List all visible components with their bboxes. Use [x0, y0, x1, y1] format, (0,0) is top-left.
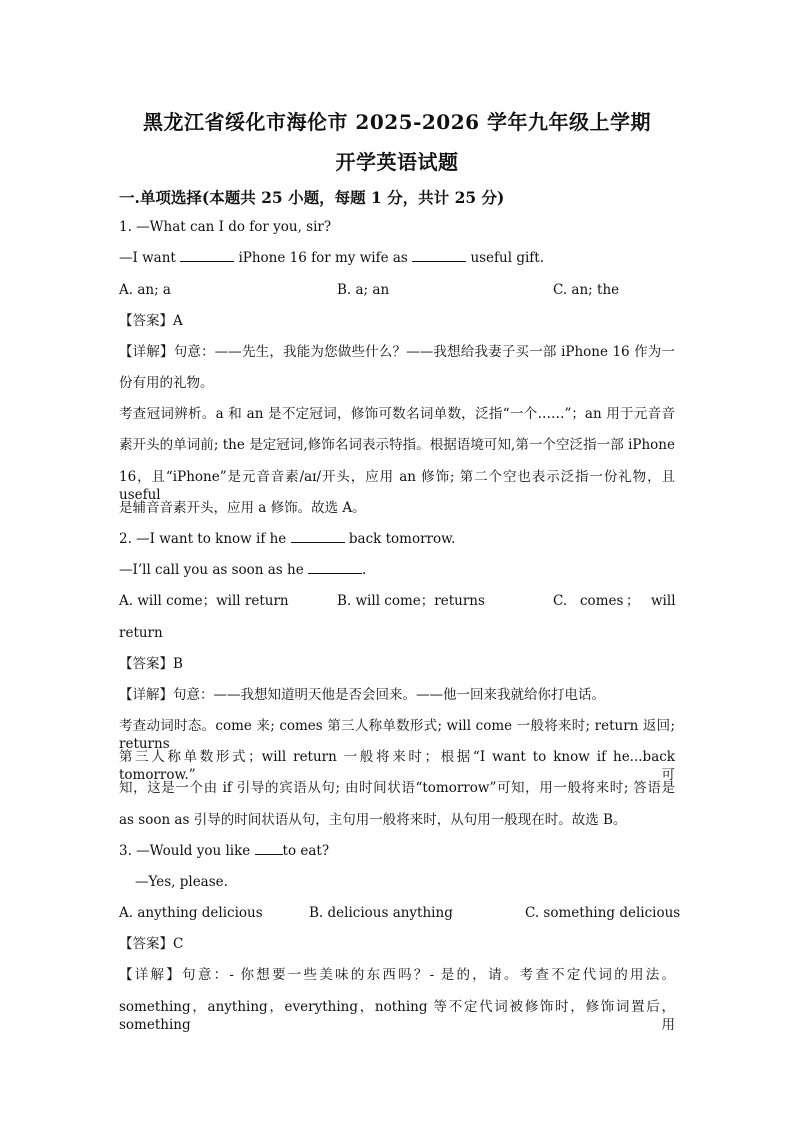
q3-option-c: C. something delicious [525, 905, 681, 921]
q1-explanation-line6: 是辅音音素开头，应用 a 修饰。故选 A。 [119, 500, 366, 516]
q1-text-b: iPhone 16 for my wife as [238, 250, 408, 266]
q2-text-c: —I’ll call you as soon as he [119, 562, 304, 578]
q2-blank-1 [291, 530, 345, 543]
q1-explanation-line4: 素开头的单词前; the 是定冠词,修饰名词表示特指。根据语境可知,第一个空泛指一部 iPhone [119, 437, 675, 453]
q2-option-a: A. will come；will return [119, 593, 289, 609]
q1-text-a: —I want [119, 250, 176, 266]
q3-option-b: B. delicious anything [309, 905, 453, 921]
document-title-line2: 开学英语试题 [335, 150, 459, 174]
section-heading: 一.单项选择(本题共 25 小题，每题 1 分，共计 25 分) [119, 188, 505, 207]
q1-explanation-line5: 16，且“iPhone”是元音音素/aɪ/开头，应用 an 修饰; 第二个空也表示泛指一份礼物，且 useful [119, 469, 675, 503]
q3-answer: 【答案】C [119, 936, 184, 952]
q2-explanation-line3: 第三人称单数形式；will return 一般将来时；根据“I want to know if he...back tomorrow.”可 [119, 749, 675, 783]
q1-option-c: C. an; the [553, 282, 620, 298]
q3-explanation-line1: 【详解】句意：- 你想要一些美味的东西吗？- 是的，请。考查不定代词的用法。 [119, 967, 675, 983]
q1-text-c: useful gift. [470, 250, 545, 266]
q2-prompt-line2 [119, 561, 675, 579]
q2-blank-2 [308, 561, 362, 574]
q1-explanation-line2: 份有用的礼物。 [119, 375, 214, 391]
q1-option-a: A. an; a [119, 282, 171, 298]
q2-option-c-label: C. [553, 593, 568, 609]
q1-blank-1 [180, 249, 234, 262]
q2-option-c-word1: comes [580, 593, 624, 609]
document-title-line1: 黑龙江省绥化市海伦市 2025-2026 学年九年级上学期 [142, 110, 652, 134]
q3-option-a: A. anything delicious [119, 905, 263, 921]
q2-option-c-separator: ； [626, 593, 640, 609]
q2-option-b: B. will come；returns [337, 593, 485, 609]
q1-explanation-line3: 考查冠词辨析。a 和 an 是不定冠词，修饰可数名词单数，泛指“一个……”；an 用于元音音 [119, 406, 675, 422]
q2-answer: 【答案】B [119, 656, 183, 672]
q3-prompt-line2: —Yes, please. [135, 874, 228, 890]
q3-prompt-line1 [119, 842, 675, 860]
q2-text-b: back tomorrow. [348, 531, 456, 547]
q2-explanation-line1: 【详解】句意：——我想知道明天他是否会回来。——他一回来我就给你打电话。 [119, 687, 605, 703]
q1-option-b: B. a; an [337, 282, 390, 298]
q2-option-c-wrap: return [119, 625, 163, 641]
q3-text-a: 3. —Would you like [119, 843, 251, 859]
q3-text-b: to eat? [282, 843, 330, 859]
q1-answer: 【答案】A [119, 313, 183, 329]
q2-explanation-line2: 考查动词时态。come 来; comes 第三人称单数形式; will come 一般将来时; return 返回; returns [119, 718, 675, 752]
q1-blank-2 [412, 249, 466, 262]
q1-prompt-line1: 1. —What can I do for you, sir? [119, 219, 332, 235]
q1-explanation-line1: 【详解】句意：——先生，我能为您做些什么？——我想给我妻子买一部 iPhone 16 作为一 [119, 344, 675, 360]
q2-prompt-line1 [119, 530, 675, 548]
q1-prompt-line2 [119, 249, 675, 267]
q2-explanation-line4: 知，这是一个由 if 引导的宾语从句; 由时间状语“tomorrow”可知，用一般将来时; 答语是 [119, 780, 675, 796]
q3-blank-1 [255, 842, 283, 855]
q3-explanation-line2: something，anything，everything，nothing 等不定代词被修饰时，修饰词置后，something 用 [119, 999, 675, 1033]
q2-explanation-line5: as soon as 引导的时间状语从句，主句用一般将来时，从句用一般现在时。故选 B。 [119, 812, 627, 828]
q2-text-a: 2. —I want to know if he [119, 531, 287, 547]
q2-option-c-word2: will [651, 593, 676, 609]
q2-text-d: . [362, 562, 367, 578]
